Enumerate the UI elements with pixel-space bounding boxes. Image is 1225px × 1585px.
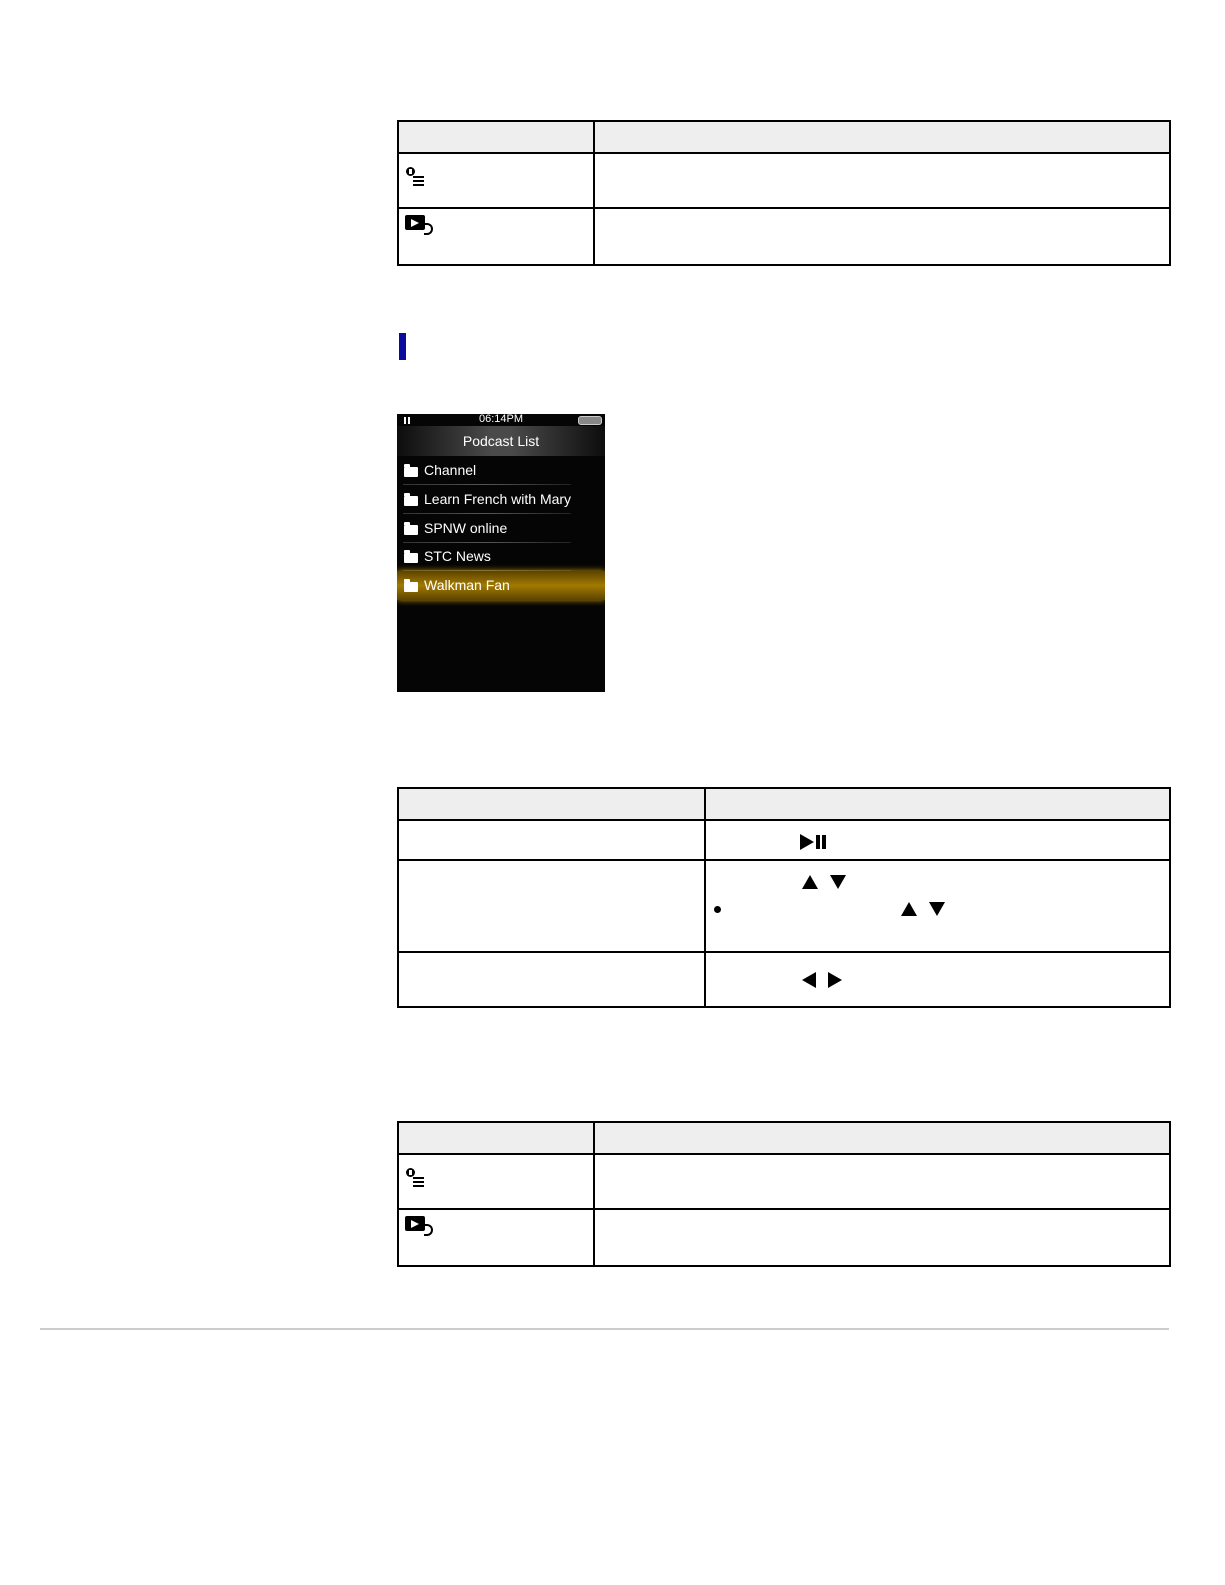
table-header-row	[398, 121, 1170, 153]
table-row	[398, 1209, 1170, 1266]
list-item-label: Channel	[424, 462, 477, 478]
left-arrow-icon	[802, 972, 816, 988]
battery-icon	[578, 416, 602, 425]
description-cell	[594, 153, 1170, 208]
folder-icon	[404, 582, 418, 592]
table-row	[398, 820, 1170, 860]
note-bullet	[714, 906, 721, 913]
down-arrow-icon	[830, 875, 846, 889]
icon-cell	[398, 153, 594, 208]
description-cell	[594, 208, 1170, 265]
folder-icon	[404, 553, 418, 563]
list-item-label: Walkman Fan	[424, 577, 510, 593]
header-description-column	[594, 121, 1170, 153]
right-arrow-icon	[828, 972, 842, 988]
icon-cell	[398, 208, 594, 265]
description-cell	[594, 1154, 1170, 1209]
icon-table-bottom	[397, 1121, 1171, 1267]
table-header-row	[398, 788, 1170, 820]
table-row	[398, 153, 1170, 208]
folder-icon	[404, 525, 418, 535]
table-header-row	[398, 1122, 1170, 1154]
down-arrow-icon	[929, 902, 945, 916]
operation-cell	[398, 860, 705, 952]
action-cell	[705, 860, 1170, 952]
action-cell	[705, 952, 1170, 1007]
option-list-icon	[405, 1167, 425, 1189]
go-to-playback-icon	[405, 1216, 433, 1238]
option-list-icon	[405, 166, 425, 188]
description-cell	[594, 1209, 1170, 1266]
operation-cell	[398, 952, 705, 1007]
header-description-column	[594, 1122, 1170, 1154]
table-row	[398, 208, 1170, 265]
icon-table-top	[397, 120, 1171, 266]
operation-table	[397, 787, 1171, 1008]
play-pause-icon	[800, 834, 826, 850]
screen-title-bar	[397, 426, 605, 456]
header-icon-column	[398, 1122, 594, 1154]
folder-icon	[404, 467, 418, 477]
list-item-label: STC News	[424, 548, 491, 564]
list-item-label: SPNW online	[424, 520, 508, 536]
list-item[interactable]	[397, 514, 605, 543]
go-to-playback-icon	[405, 215, 433, 237]
header-action-column	[705, 788, 1170, 820]
up-arrow-icon	[802, 875, 818, 889]
table-row	[398, 1154, 1170, 1209]
table-row	[398, 860, 1170, 952]
header-operation-column	[398, 788, 705, 820]
status-clock: 06:14PM	[478, 414, 524, 425]
folder-icon	[404, 496, 418, 506]
list-item[interactable]	[397, 485, 605, 514]
screen-title: Podcast List	[462, 433, 540, 449]
up-arrow-icon	[901, 902, 917, 916]
icon-cell	[398, 1209, 594, 1266]
operation-cell	[398, 820, 705, 860]
list-item[interactable]	[397, 456, 605, 485]
page-divider	[40, 1328, 1169, 1330]
header-icon-column	[398, 121, 594, 153]
device-screenshot	[397, 414, 605, 692]
table-row	[398, 952, 1170, 1007]
section-heading-marker	[399, 333, 406, 360]
icon-cell	[398, 1154, 594, 1209]
status-bar	[397, 414, 605, 426]
list-item-selected[interactable]	[397, 571, 605, 600]
list-item[interactable]	[397, 542, 605, 571]
list-item-label: Learn French with Mary	[424, 491, 572, 507]
action-cell	[705, 820, 1170, 860]
